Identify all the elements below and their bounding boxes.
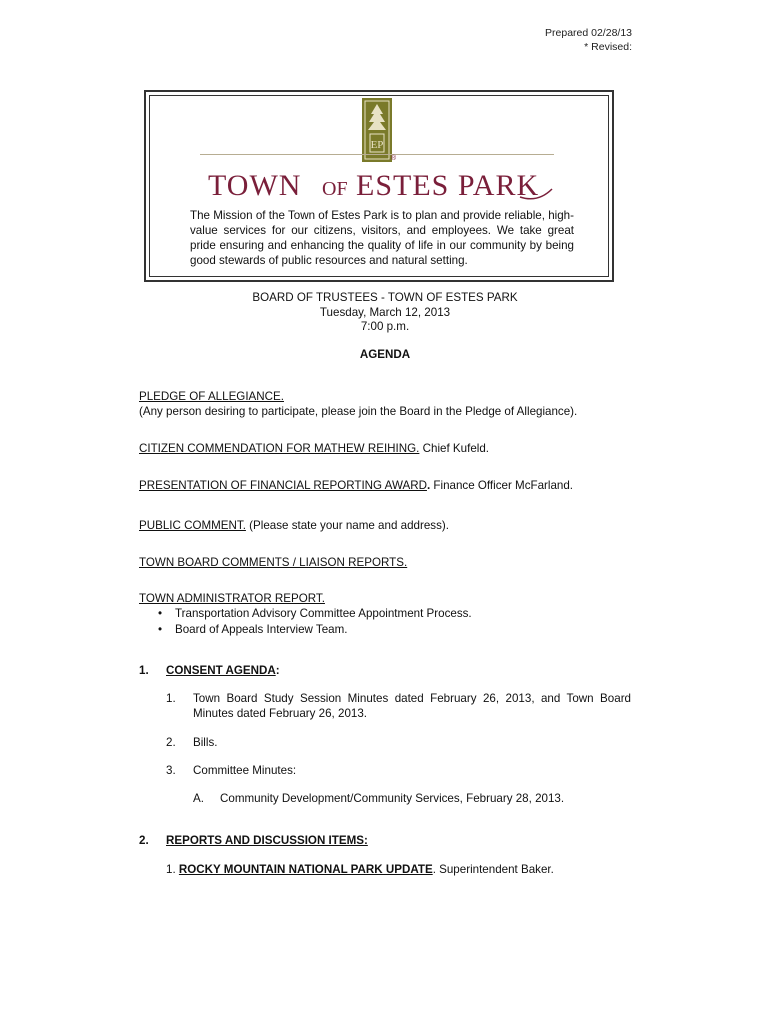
award-person: Finance Officer McFarland.	[433, 479, 574, 492]
award-title: PRESENTATION OF FINANCIAL REPORTING AWARD	[139, 479, 427, 492]
reports-item1	[166, 862, 554, 877]
town-wordmark	[160, 163, 600, 207]
consent-sub1-line2: Minutes dated February 26, 2013.	[193, 707, 368, 720]
admin-report-bullets	[139, 606, 472, 637]
logo-rule	[200, 154, 554, 155]
agenda-title: AGENDA	[359, 348, 411, 361]
wordmark-estes-park: ESTES PARK	[356, 169, 540, 202]
consent-sub1-line1: Town Board Study Session Minutes dated February 26, 2013, and Town Board	[193, 692, 631, 705]
public-comment-title: PUBLIC COMMENT.	[139, 519, 246, 532]
revised-label: * Revised:	[584, 41, 632, 53]
wordmark-town: TOWN	[208, 169, 302, 202]
wordmark-of: OF	[322, 178, 348, 200]
meeting-header	[0, 291, 770, 335]
tree-logo-icon	[362, 98, 392, 162]
consent-sub3-text: Committee Minutes:	[193, 764, 297, 777]
consent-sub1-num: 1.	[166, 692, 176, 705]
public-comment-note: (Please state your name and address).	[249, 519, 449, 532]
reports-title: REPORTS AND DISCUSSION ITEMS:	[166, 834, 368, 847]
meeting-time: 7:00 p.m.	[360, 320, 410, 333]
admin-report-title: TOWN ADMINISTRATOR REPORT.	[139, 592, 325, 605]
award-period: .	[426, 479, 431, 492]
prepared-date: Prepared 02/28/13	[545, 27, 632, 39]
consent-sub2-num: 2.	[166, 736, 176, 749]
consent-heading	[166, 664, 280, 677]
reports-item1-title: ROCKY MOUNTAIN NATIONAL PARK UPDATE	[178, 863, 433, 876]
commendation-item	[139, 441, 489, 456]
commendation-person: Chief Kufeld.	[422, 442, 490, 455]
reports-item1-num: 1.	[166, 863, 176, 876]
commendation-title: CITIZEN COMMENDATION FOR MATHEW REIHING.	[139, 442, 420, 455]
mission-statement: The Mission of the Town of Estes Park is to plan and provide reliable, high-value services for our citizens, visitors, and employees. We take great pride ensuring and enhancing the quality of life in our community by being good stewards of public resources and natural setting.	[190, 209, 574, 267]
admin-bullet-transportation: • Transportation Advisory Committee Appointment Process.	[139, 606, 472, 622]
consent-sub3-num: 3.	[166, 764, 176, 777]
consent-title: CONSENT AGENDA	[166, 664, 276, 677]
reports-number: 2.	[139, 834, 149, 847]
admin-report-item	[139, 591, 472, 637]
prepared-header	[545, 26, 632, 54]
pledge-title: PLEDGE OF ALLEGIANCE.	[139, 390, 284, 403]
pledge-item	[139, 389, 577, 419]
consent-sub1	[193, 691, 631, 721]
consent-subA-num: A.	[193, 792, 204, 805]
consent-subA-text: Community Development/Community Services, February 28, 2013.	[220, 792, 565, 805]
consent-sub2-text: Bills.	[193, 736, 218, 749]
public-comment-item	[139, 518, 449, 533]
consent-number: 1.	[139, 664, 149, 677]
reports-item1-person: . Superintendent Baker.	[432, 863, 554, 876]
award-item	[139, 478, 573, 493]
consent-colon: :	[275, 664, 280, 677]
board-title: BOARD OF TRUSTEES - TOWN OF ESTES PARK	[252, 291, 518, 304]
board-comments-item: TOWN BOARD COMMENTS / LIAISON REPORTS.	[139, 556, 408, 569]
meeting-date: Tuesday, March 12, 2013	[319, 305, 451, 319]
admin-bullet-appeals: • Board of Appeals Interview Team.	[139, 622, 472, 638]
logo-badge-text: EP	[370, 139, 384, 151]
registered-mark: ®	[391, 155, 397, 162]
pledge-note: (Any person desiring to participate, please join the Board in the Pledge of Allegiance).	[139, 405, 578, 418]
